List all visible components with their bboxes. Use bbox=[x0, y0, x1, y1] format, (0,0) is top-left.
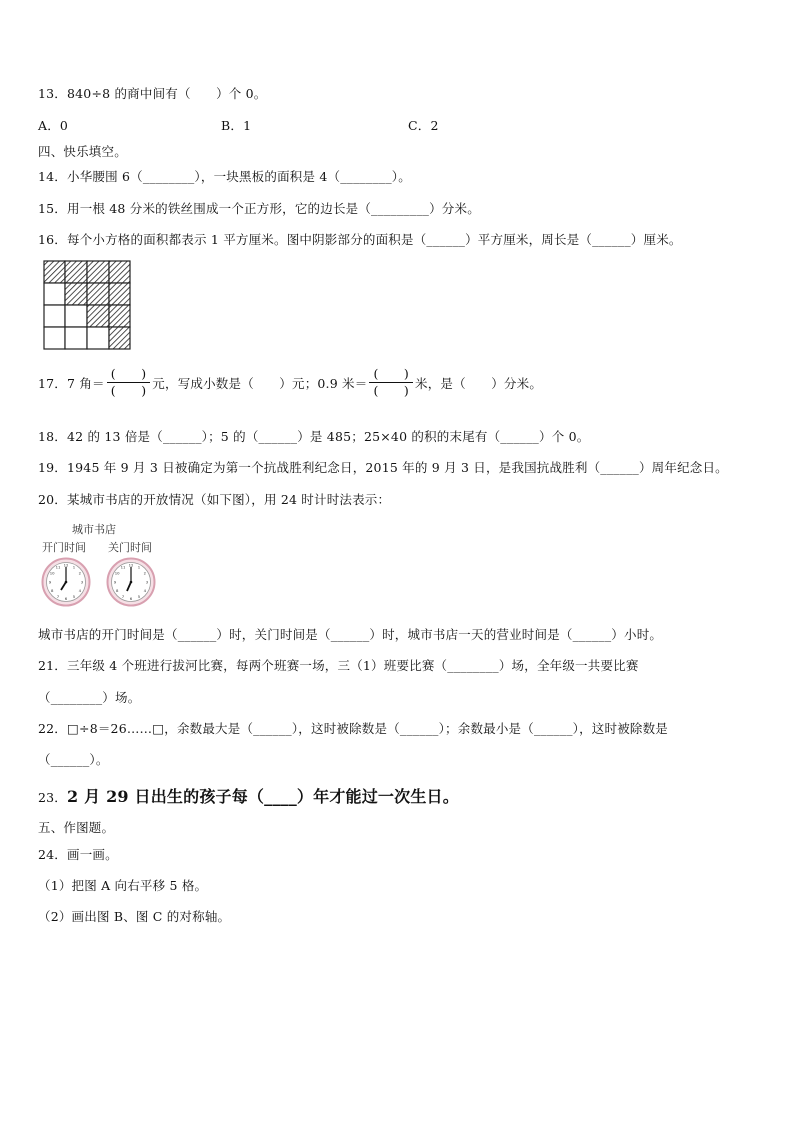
question-24-part-1: （1）把图 A 向右平移 5 格。 bbox=[38, 878, 208, 893]
svg-text:4: 4 bbox=[78, 588, 82, 593]
svg-text:12: 12 bbox=[63, 562, 69, 568]
question-20: 20．某城市书店的开放情况（如下图），用 24 时计时法表示： bbox=[38, 492, 391, 507]
question-21-line-1: 21．三年级 4 个班进行拔河比赛，每两个班赛一场，三（1）班要比赛（________）场，全年级一共要比赛 bbox=[38, 658, 639, 673]
q13-option-c: C．2 bbox=[408, 118, 439, 133]
open-time-label: 开门时间 bbox=[42, 541, 86, 554]
svg-text:3: 3 bbox=[145, 579, 149, 585]
q17-fraction-1 bbox=[107, 366, 151, 399]
q17-part-b: 元，写成小数是（ ）元；0.9 米＝ bbox=[152, 376, 368, 391]
svg-text:10: 10 bbox=[49, 570, 55, 576]
q13-option-a: A．0 bbox=[38, 118, 69, 133]
svg-text:2: 2 bbox=[143, 570, 147, 576]
question-20-answer: 城市书店的开门时间是（______）时，关门时间是（______）时，城市书店一天的营业时间是（______）小时。 bbox=[38, 627, 663, 642]
fraction-numerator: ( ) bbox=[369, 366, 413, 383]
svg-text:1: 1 bbox=[72, 564, 76, 570]
question-14: 14．小华腰围 6（________），一块黑板的面积是 4（________）。 bbox=[38, 169, 411, 184]
question-24-title: 24．画一画。 bbox=[38, 847, 118, 862]
q17-part-c: 米，是（ ）分米。 bbox=[415, 376, 543, 391]
open-time-clock-icon bbox=[41, 557, 91, 607]
shaded-grid-figure bbox=[43, 260, 133, 352]
fraction-denominator: ( ) bbox=[373, 383, 410, 398]
svg-text:7: 7 bbox=[121, 593, 125, 599]
svg-text:5: 5 bbox=[72, 593, 76, 599]
question-21-line-2: （________）场。 bbox=[38, 690, 141, 705]
svg-text:2: 2 bbox=[78, 570, 82, 576]
question-16: 16．每个小方格的面积都表示 1 平方厘米。图中阴影部分的面积是（______）平方厘米，周长是（______）厘米。 bbox=[38, 232, 682, 247]
svg-text:6: 6 bbox=[129, 596, 133, 601]
question-22-line-1: 22．□÷8＝26……□，余数最大是（______），这时被除数是（______）；余数最小是（______），这时被除数是 bbox=[38, 721, 669, 736]
svg-text:1: 1 bbox=[137, 564, 141, 570]
question-18: 18．42 的 13 倍是（______）；5 的（______）是 485；25×40 的积的末尾有（______）个 0。 bbox=[38, 429, 590, 444]
svg-text:11: 11 bbox=[55, 564, 61, 570]
question-13: 13．840÷8 的商中间有（ ）个 0。 bbox=[38, 86, 267, 101]
svg-text:10: 10 bbox=[114, 570, 120, 576]
svg-text:9: 9 bbox=[48, 579, 52, 585]
q13-option-b: B．1 bbox=[221, 118, 252, 133]
fraction-denominator: ( ) bbox=[110, 383, 147, 398]
svg-text:7: 7 bbox=[56, 593, 60, 599]
question-19: 19．1945 年 9 月 3 日被确定为第一个抗战胜利纪念日，2015 年的 9 月 3 日，是我国抗战胜利（______）周年纪念日。 bbox=[38, 460, 728, 475]
question-15: 15．用一根 48 分米的铁丝围成一个正方形，它的边长是（_________）分米。 bbox=[38, 201, 480, 216]
svg-text:11: 11 bbox=[120, 564, 126, 570]
svg-text:3: 3 bbox=[80, 579, 84, 585]
fraction-numerator: ( ) bbox=[107, 366, 151, 383]
question-23 bbox=[38, 784, 459, 807]
svg-text:8: 8 bbox=[50, 588, 54, 593]
svg-text:12: 12 bbox=[128, 562, 134, 568]
q17-fraction-2 bbox=[369, 366, 413, 399]
q17-part-a: 17．7 角＝ bbox=[38, 376, 105, 391]
section-5-heading: 五、作图题。 bbox=[38, 820, 115, 835]
svg-text:5: 5 bbox=[137, 593, 141, 599]
question-17 bbox=[38, 368, 542, 401]
close-time-clock-icon bbox=[106, 557, 156, 607]
svg-text:8: 8 bbox=[115, 588, 119, 593]
q23-text: 2 月 29 日出生的孩子每（____）年才能过一次生日。 bbox=[67, 787, 459, 806]
question-22-line-2: （______）。 bbox=[38, 752, 109, 767]
close-time-label: 关门时间 bbox=[108, 541, 152, 554]
question-24-part-2: （2）画出图 B、图 C 的对称轴。 bbox=[38, 909, 231, 924]
svg-text:6: 6 bbox=[64, 596, 68, 601]
q23-number: 23． bbox=[38, 790, 68, 805]
figure-title: 城市书店 bbox=[72, 523, 116, 536]
svg-text:4: 4 bbox=[143, 588, 147, 593]
section-4-heading: 四、快乐填空。 bbox=[38, 144, 127, 159]
svg-text:9: 9 bbox=[113, 579, 117, 585]
